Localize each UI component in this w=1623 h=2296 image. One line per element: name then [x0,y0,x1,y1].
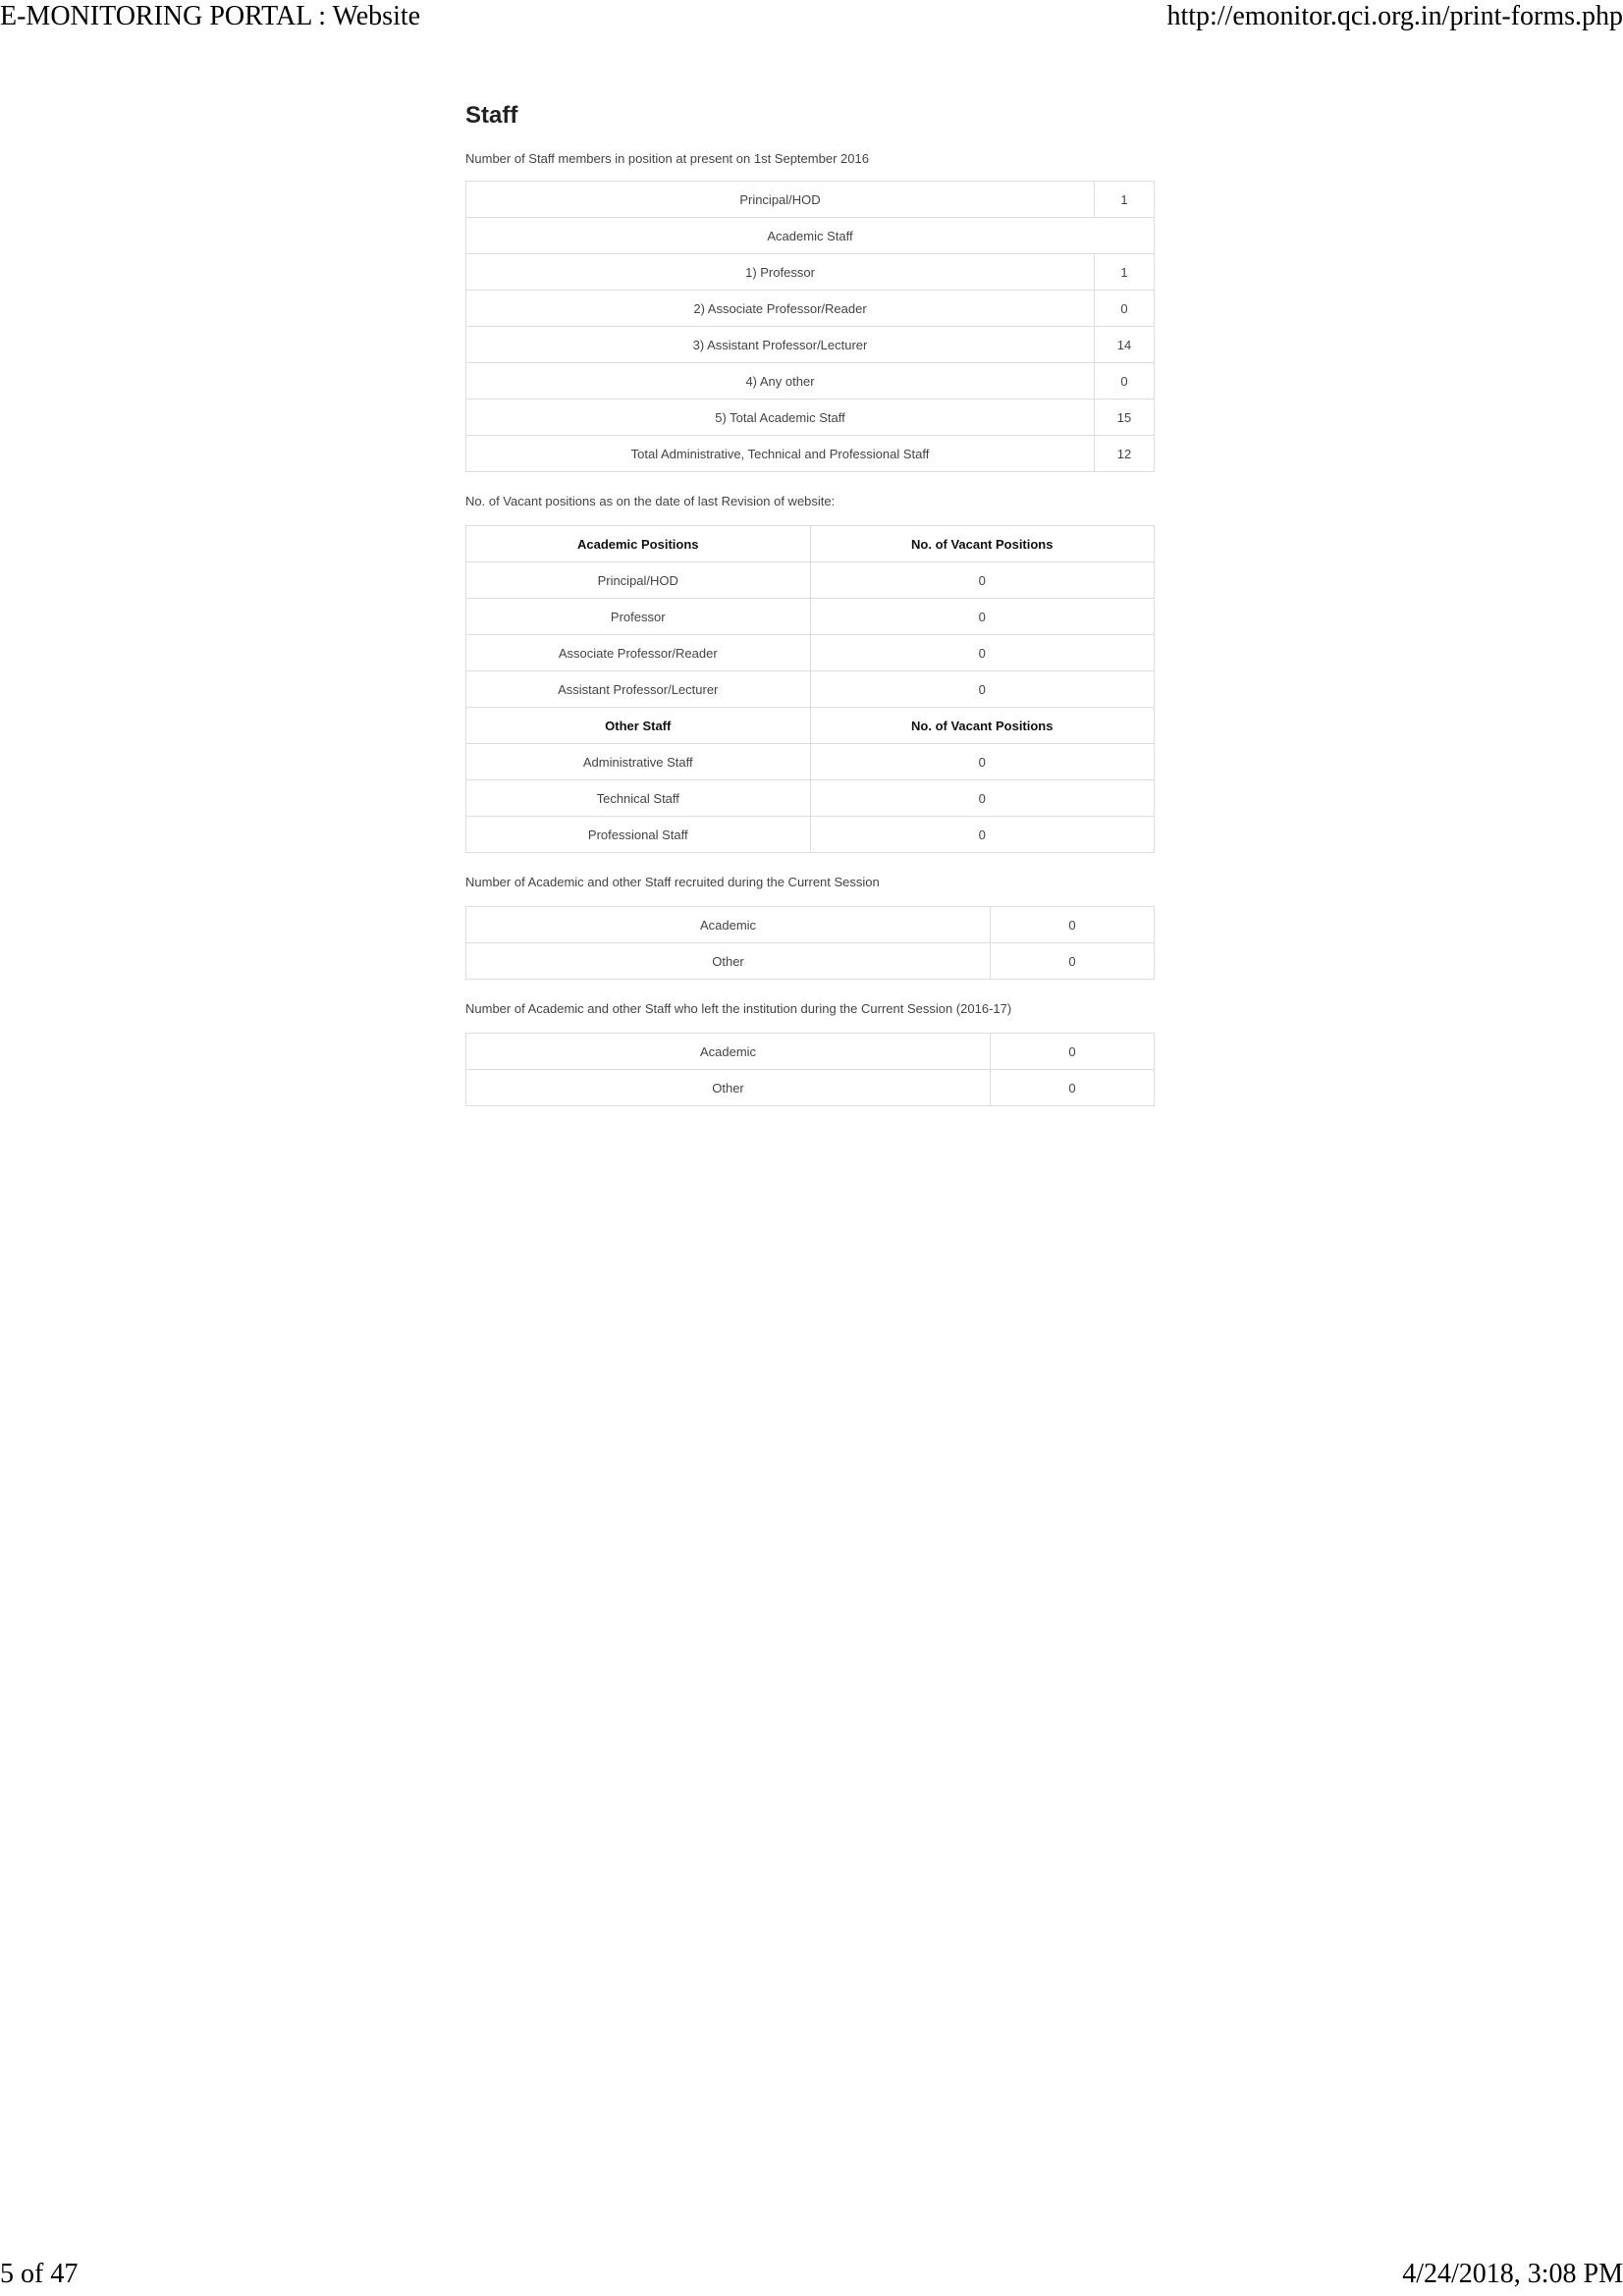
section-title: Staff [465,102,518,129]
column-header: No. of Vacant Positions [810,708,1155,744]
row-label: Professor [466,599,811,635]
table-row [466,400,1155,436]
recruited-caption: Number of Academic and other Staff recruited during the Current Session [465,875,880,889]
table-row [466,327,1155,363]
column-header: Academic Positions [466,526,811,562]
table-row [466,182,1155,218]
row-value: 0 [991,1034,1155,1070]
print-timestamp: 4/24/2018, 3:08 PM [1402,2259,1623,2289]
table-header-row [466,708,1155,744]
row-label: Assistant Professor/Lecturer [466,671,811,708]
row-label: Other [466,1070,991,1106]
table-row [466,291,1155,327]
row-label: Other [466,943,991,980]
row-value: 0 [991,1070,1155,1106]
row-value: 15 [1095,400,1155,436]
table-row [466,363,1155,400]
table-row [466,1034,1155,1070]
row-label: Total Administrative, Technical and Professional Staff [466,436,1095,472]
row-value: 1 [1095,182,1155,218]
table-row [466,218,1155,254]
row-label: Administrative Staff [466,744,811,780]
row-label: Academic [466,907,991,943]
row-value: 0 [810,817,1155,853]
table-row [466,780,1155,817]
row-label: 5) Total Academic Staff [466,400,1095,436]
print-header-title: E-MONITORING PORTAL : Website [0,1,421,31]
staff-in-position-caption: Number of Staff members in position at present on 1st September 2016 [465,151,869,166]
vacant-positions-caption: No. of Vacant positions as on the date of last Revision of website: [465,494,836,508]
table-header-row [466,526,1155,562]
row-value: 14 [1095,327,1155,363]
recruited-table [465,906,1155,980]
table-row [466,744,1155,780]
staff-in-position-table [465,181,1155,472]
staff-section [465,98,1155,1106]
row-value: 0 [810,744,1155,780]
table-row [466,907,1155,943]
row-label: 2) Associate Professor/Reader [466,291,1095,327]
page-counter: 5 of 47 [0,2259,79,2289]
column-header: Other Staff [466,708,811,744]
row-label: Principal/HOD [466,562,811,599]
column-header: No. of Vacant Positions [810,526,1155,562]
row-label: Technical Staff [466,780,811,817]
row-label: Academic [466,1034,991,1070]
row-value: 0 [810,599,1155,635]
table-row [466,635,1155,671]
row-label: Associate Professor/Reader [466,635,811,671]
row-value: 0 [810,635,1155,671]
table-row [466,671,1155,708]
print-header-url: http://emonitor.qci.org.in/print-forms.php [1166,1,1623,31]
row-label: 4) Any other [466,363,1095,400]
row-value: 1 [1095,254,1155,291]
row-value: 0 [810,780,1155,817]
row-value: 0 [810,562,1155,599]
print-header [0,0,1623,33]
table-row [466,599,1155,635]
table-row [466,254,1155,291]
row-value: 0 [1095,363,1155,400]
left-institution-caption: Number of Academic and other Staff who left the institution during the Current Session (2016-17) [465,1001,1012,1016]
row-value: 0 [991,907,1155,943]
row-value: 12 [1095,436,1155,472]
row-value: 0 [1095,291,1155,327]
row-label: 1) Professor [466,254,1095,291]
row-label: 3) Assistant Professor/Lecturer [466,327,1095,363]
row-label: Academic Staff [466,218,1155,254]
left-institution-table [465,1033,1155,1106]
table-row [466,436,1155,472]
row-label: Professional Staff [466,817,811,853]
row-value: 0 [810,671,1155,708]
row-label: Principal/HOD [466,182,1095,218]
table-row [466,817,1155,853]
print-footer [0,2258,1623,2291]
row-value: 0 [991,943,1155,980]
table-row [466,1070,1155,1106]
table-row [466,943,1155,980]
vacant-positions-table [465,525,1155,853]
table-row [466,562,1155,599]
